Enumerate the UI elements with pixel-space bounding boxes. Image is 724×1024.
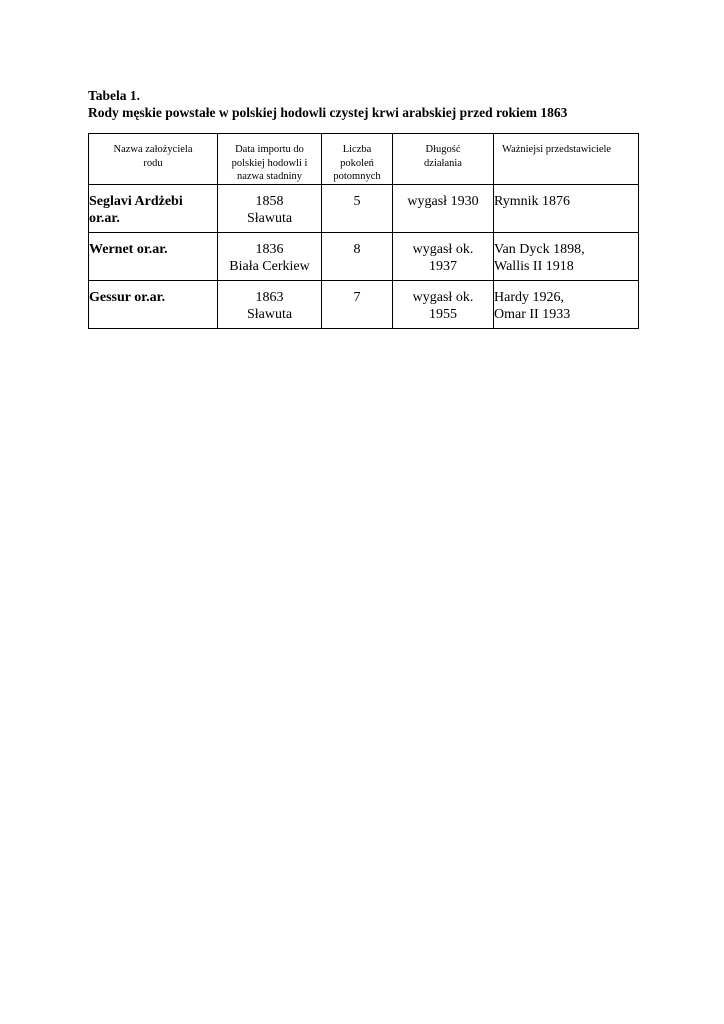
lineages-table bbox=[88, 133, 639, 329]
cell-generations: 8 bbox=[322, 232, 393, 280]
header-duration: Długość działania bbox=[393, 134, 494, 185]
header-generations: Liczba pokoleń potomnych bbox=[322, 134, 393, 185]
table-title: Rody męskie powstałe w polskiej hodowli czystej krwi arabskiej przed rokiem 1863 bbox=[88, 105, 568, 120]
table-row bbox=[89, 232, 639, 280]
cell-duration: wygasł ok. 1937 bbox=[393, 232, 494, 280]
cell-founder: Seglavi Ardżebi or.ar. bbox=[89, 184, 218, 232]
cell-founder: Wernet or.ar. bbox=[89, 232, 218, 280]
cell-generations: 5 bbox=[322, 184, 393, 232]
header-founder: Nazwa założyciela rodu bbox=[89, 134, 218, 185]
cell-import: 1836 Biała Cerkiew bbox=[218, 232, 322, 280]
table-row bbox=[89, 280, 639, 328]
header-import: Data importu do polskiej hodowli i nazwa stadniny bbox=[218, 134, 322, 185]
table-header-row bbox=[89, 134, 639, 185]
cell-generations: 7 bbox=[322, 280, 393, 328]
cell-import: 1858 Sławuta bbox=[218, 184, 322, 232]
cell-representatives: Rymnik 1876 bbox=[494, 184, 639, 232]
header-representatives: Ważniejsi przedstawiciele bbox=[494, 134, 639, 185]
cell-duration: wygasł ok. 1955 bbox=[393, 280, 494, 328]
cell-duration: wygasł 1930 bbox=[393, 184, 494, 232]
table-caption bbox=[88, 87, 567, 121]
cell-representatives: Hardy 1926, Omar II 1933 bbox=[494, 280, 639, 328]
cell-import: 1863 Sławuta bbox=[218, 280, 322, 328]
table-number: Tabela 1. bbox=[88, 88, 141, 103]
cell-representatives: Van Dyck 1898, Wallis II 1918 bbox=[494, 232, 639, 280]
cell-founder: Gessur or.ar. bbox=[89, 280, 218, 328]
table-row bbox=[89, 184, 639, 232]
